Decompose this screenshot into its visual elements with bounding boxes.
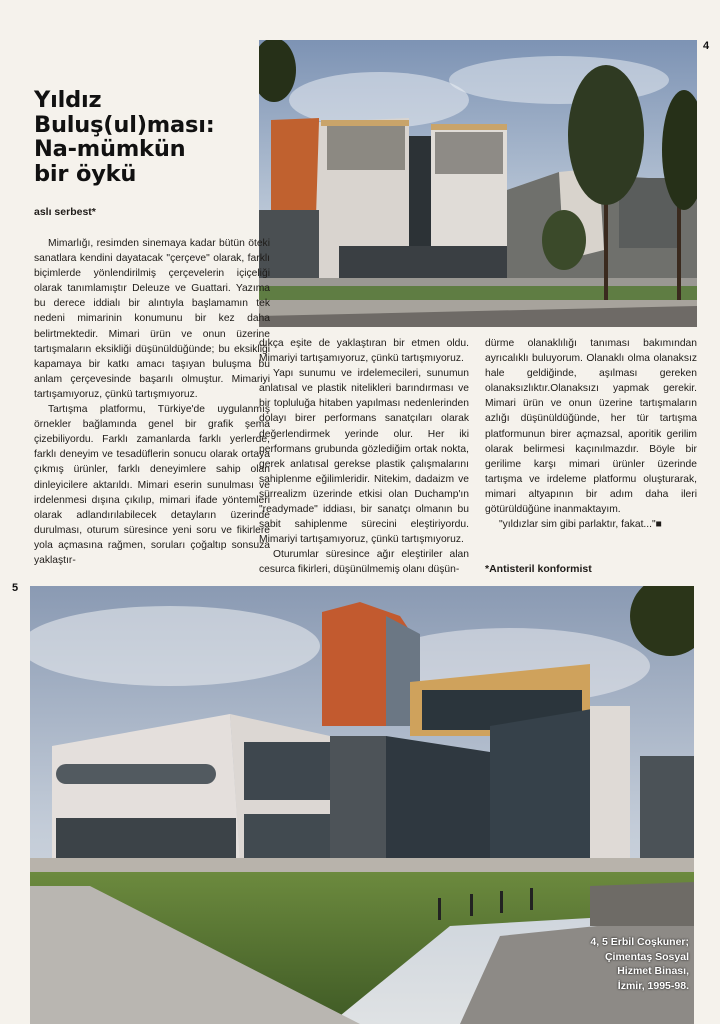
article-author: aslı serbest* bbox=[34, 206, 96, 218]
article-title: Yıldız Buluş(ul)ması: Na-mümkün bir öykü bbox=[34, 87, 215, 187]
closing-quote: "yıldızlar sim gibi parlaktır, fakat..." bbox=[499, 519, 656, 531]
photo-caption: 4, 5 Erbil Coşkuner; Çimentaş Sosyal Hizmet Binası, İzmir, 1995-98. bbox=[590, 936, 689, 992]
paragraph: dürme olanaklılığı tanıması bakımından ayrıcalıklı buluyorum. Olanaklı olma olanaksız hale geldiğinde, aşılması gereken olanaksızlıktır.Olanaksızı yapmak gerekir. Mimari ürün ve onun üzerine tartışmaların azlığı düşünüldüğünde, her tür tartışma platformunun birer açmazsal, aporitik gerilim olarak belirmesi kaçınılmazdır. Böyle bir gerilime karşı mimari ürünler üzerinde tartışma ve irdeleme platformu oluşturarak, mimari altyapının bir adım daha ileri götürüldüğüne inanmaktayım. bbox=[485, 338, 697, 516]
page-number-4: 4 bbox=[703, 40, 710, 52]
text-column-1 bbox=[34, 236, 270, 568]
paragraph: Mimarlığı, resimden sinemaya kadar bütün öteki sanatlara kendini dayatacak "çerçeve" olarak, farklı biçimlerde yönlendirilmiş çerçevelerin içiçeliği olarak tanımlamıştır Deleuze ve Guattari. Yazıma bu derece iddialı bir alıntıyla başlamamın tek nedeni mimarinin konumunu bir kez daha belirtmektedir. Mimari ürün ve onun üzerine tartışmaların eksikliği düşünüldüğünde; bu eksikliği kapamaya bir katkı amacı taşıyan buluşma bu anlam çerçevesinde başarılı olmuştur. Mimariyi tartışamıyoruz, çünkü tartışmıyoruz. bbox=[34, 238, 270, 400]
paragraph: Oturumlar süresince ağır eleştiriler alan cesurca fikirleri, düşünülmemiş olanı düşün- bbox=[259, 549, 469, 576]
page-number-5: 5 bbox=[12, 582, 19, 594]
author-footnote: *Antisteril konformist bbox=[485, 563, 592, 575]
paragraph: dıkça eşite de yaklaştıran bir etmen oldu. Mimariyi tartışamıyoruz, çünkü tartışmıyoruz. bbox=[259, 338, 469, 365]
text-column-3 bbox=[485, 336, 697, 532]
paragraph: Tartışma platformu, Türkiye'de uygulanmış örnekler bağlamında genel bir grafik şema çizebiliyordu. Farklı zamanlarda farklı yerlerde, farklı deneyim ve tesadüflerin sonucu olarak ortaya çıkmış ürünler, farklı deneyimlere sahip olan dinleyicilere aktarıldı. Mimari eserin sunulması ve irdelenmesi dışına çıkılıp, mimari ifade yöntemleri olarak adlandırılabilecek detayların üzerinde durulması, oturum süresince yeni soru ve fikirlere yola açmasına rağmen, soruları çoğaltıp sonsuza yaklaştır- bbox=[34, 404, 270, 566]
text-column-2 bbox=[259, 336, 469, 578]
end-mark: ■ bbox=[655, 519, 662, 531]
paragraph: Yapı sunumu ve irdelemecileri, sunumun anlatısal ve plastik nitelikleri barındırması ve bir topluluğa hitaben yapılması nedenlerinden dolayı birer performans sanatçıları olarak değerlendirmek yerinde olur. Her iki performans grubunda gözlediğim ortak nokta, gerek anlatısal gerekse plastik çalışmalarını sahiplenme eğilimleridir. Nitekim, dadaizm ve sürrealizm üzerinde etkisi olan Duchamp'ın "readymade" iddiası, bir sanatçı olmanın bu sabit sahiplenme sürecini eleştiriyordu. Mimariyi tartışamıyoruz, çünkü tartışmıyoruz. bbox=[259, 368, 469, 546]
building-photo-top bbox=[259, 40, 697, 327]
paragraph-quote bbox=[485, 517, 697, 532]
